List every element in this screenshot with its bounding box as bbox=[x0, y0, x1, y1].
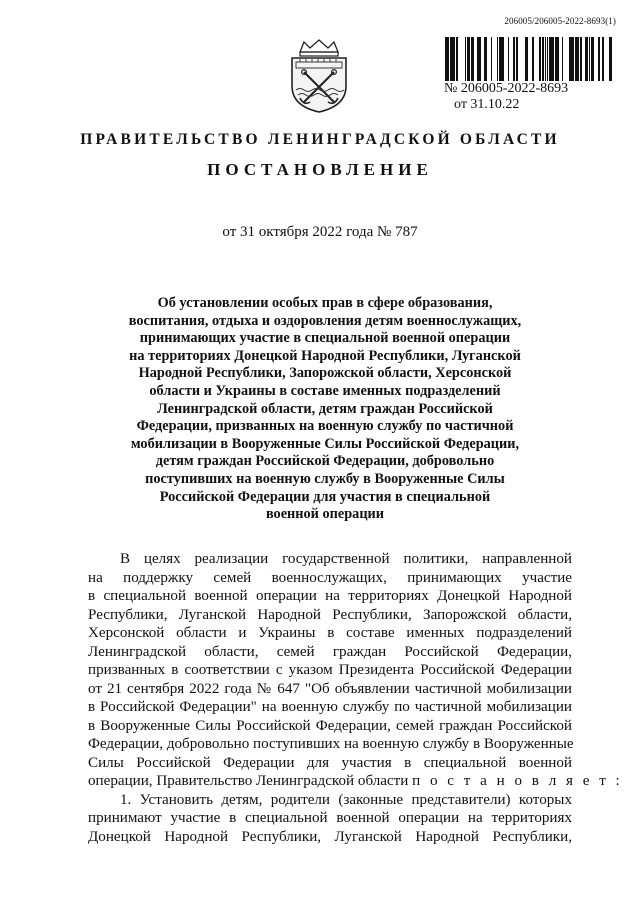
barcode-bar bbox=[525, 37, 528, 81]
body-line: принимают участие в специальной военной операции на территориях bbox=[88, 810, 572, 826]
barcode-bar bbox=[501, 37, 503, 81]
barcode-bar bbox=[602, 37, 604, 81]
barcode-bar bbox=[499, 37, 501, 81]
resolves-word: п о с т а н о в л я е т : bbox=[412, 773, 623, 789]
barcode-bar bbox=[447, 37, 449, 81]
barcode-bar bbox=[484, 37, 487, 81]
barcode-bar bbox=[477, 37, 480, 81]
body-line: в Российской Федерации" на военную службу по частичной мобилизации bbox=[88, 699, 572, 715]
body-line-text: операции, Правительство Ленинградской области bbox=[88, 773, 409, 789]
barcode-bar bbox=[532, 37, 534, 81]
leningrad-oblast-coat-of-arms-icon bbox=[286, 38, 352, 114]
registration-date: от 31.10.22 bbox=[454, 97, 520, 112]
barcode-bar bbox=[539, 37, 541, 81]
government-title: ПРАВИТЕЛЬСТВО ЛЕНИНГРАДСКОЙ ОБЛАСТИ bbox=[80, 131, 560, 148]
barcode-bar bbox=[503, 37, 504, 81]
barcode-bar bbox=[572, 37, 574, 81]
body-line-resolves bbox=[88, 772, 623, 791]
subject-line: детям граждан Российской Федерации, добровольно bbox=[155, 453, 495, 470]
body-line: Федерации, добровольно поступивших на военную службу в Вооруженные bbox=[88, 736, 574, 752]
barcode-bar bbox=[508, 37, 509, 81]
barcode-bar bbox=[580, 37, 582, 81]
barcode-bar bbox=[545, 37, 546, 81]
registration-block bbox=[444, 37, 614, 113]
barcode-bar bbox=[562, 37, 563, 81]
decree-date-number: от 31 октября 2022 года № 787 bbox=[222, 224, 418, 240]
body-line: Херсонской области и Украины в составе именных подразделений bbox=[88, 625, 572, 641]
subject-line: области и Украины в составе именных подразделений bbox=[149, 382, 501, 399]
barcode-bar bbox=[569, 37, 572, 81]
body-line: призванных в соответствии с указом Президента Российской Федерации bbox=[88, 662, 572, 678]
barcode-bar bbox=[445, 37, 447, 81]
barcode-bar bbox=[576, 37, 579, 81]
barcode-bar bbox=[587, 37, 588, 81]
body-line: от 21 сентября 2022 года № 647 "Об объявлении частичной мобилизации bbox=[88, 680, 572, 697]
body-line: в Вооруженные Силы Российской Федерации, семей граждан Российской bbox=[88, 717, 572, 734]
subject-line: Федерации, призванных на военную службу по частичной bbox=[136, 418, 514, 435]
subject-line: принимающих участие в специальной военной операции bbox=[139, 330, 511, 347]
barcode-bar bbox=[465, 37, 466, 81]
subject-line: Народной Республики, Запорожской области, Херсонской bbox=[138, 365, 512, 382]
body-line: в специальной военной операции на территориях Донецкой Народной bbox=[88, 588, 572, 604]
subject-line: Российской Федерации для участия в специальной bbox=[159, 488, 491, 505]
barcode-bar bbox=[516, 37, 518, 81]
body-line: Силы Российской Федерации для участия в специальной военной bbox=[88, 754, 572, 771]
barcode-bar bbox=[456, 37, 458, 81]
barcode-bar bbox=[542, 37, 544, 81]
barcode-bar bbox=[547, 37, 548, 81]
body-line: 1. Установить детям, родители (законные представители) которых bbox=[120, 791, 572, 808]
barcode-bar bbox=[585, 37, 587, 81]
body-line: на поддержку семей военнослужащих, принимающих участие bbox=[88, 569, 572, 586]
subject-line: военной операции bbox=[265, 506, 385, 523]
subject-line: поступивших на военную службу в Вооруженные Силы bbox=[145, 470, 505, 487]
document-reference: 206005/206005-2022-8693(1) bbox=[504, 16, 616, 26]
barcode-bar bbox=[450, 37, 452, 81]
barcode-bar bbox=[497, 37, 498, 81]
barcode-bar bbox=[575, 37, 576, 81]
subject-line: воспитания, отдыха и оздоровления детям военнослужащих, bbox=[128, 312, 522, 329]
decree-subject bbox=[110, 295, 540, 524]
barcode-bar bbox=[556, 37, 559, 81]
decree-body bbox=[88, 550, 623, 846]
barcode-bar bbox=[589, 37, 590, 81]
barcode-bar bbox=[549, 37, 552, 81]
body-line: В целях реализации государственной политики, направленной bbox=[120, 551, 572, 567]
subject-line: Ленинградской области, детям граждан Российской bbox=[157, 400, 493, 417]
barcode-bar bbox=[473, 37, 474, 81]
barcode-bar bbox=[491, 37, 492, 81]
barcode-bar bbox=[591, 37, 592, 81]
body-line: Республики, Луганской Народной Республики, Запорожской области, bbox=[88, 606, 572, 623]
subject-line: Об установлении особых прав в сфере образования, bbox=[157, 295, 493, 311]
barcode-bar bbox=[467, 37, 470, 81]
barcode-bar bbox=[609, 37, 612, 81]
subject-line: на территориях Донецкой Народной Республики, Луганской bbox=[129, 347, 521, 364]
barcode-bar bbox=[598, 37, 600, 81]
barcode-bar bbox=[452, 37, 455, 81]
barcode-bar bbox=[555, 37, 556, 81]
body-line: Донецкой Народной Республики, Луганской Народной Республики, bbox=[88, 828, 572, 845]
registration-number: № 206005-2022-8693 bbox=[444, 81, 569, 96]
barcode-bar bbox=[592, 37, 594, 81]
barcode-bar bbox=[471, 37, 473, 81]
subject-line: мобилизации в Вооруженные Силы Российской Федерации, bbox=[130, 435, 520, 452]
barcode-bar bbox=[514, 37, 515, 81]
barcode-bar bbox=[552, 37, 554, 81]
body-line: Ленинградской области, семей граждан Российской Федерации, bbox=[88, 643, 572, 660]
barcode-icon bbox=[444, 37, 614, 81]
barcode-bar bbox=[513, 37, 514, 81]
document-type-title: ПОСТАНОВЛЕНИЕ bbox=[207, 160, 433, 179]
barcode-bar bbox=[480, 37, 481, 81]
